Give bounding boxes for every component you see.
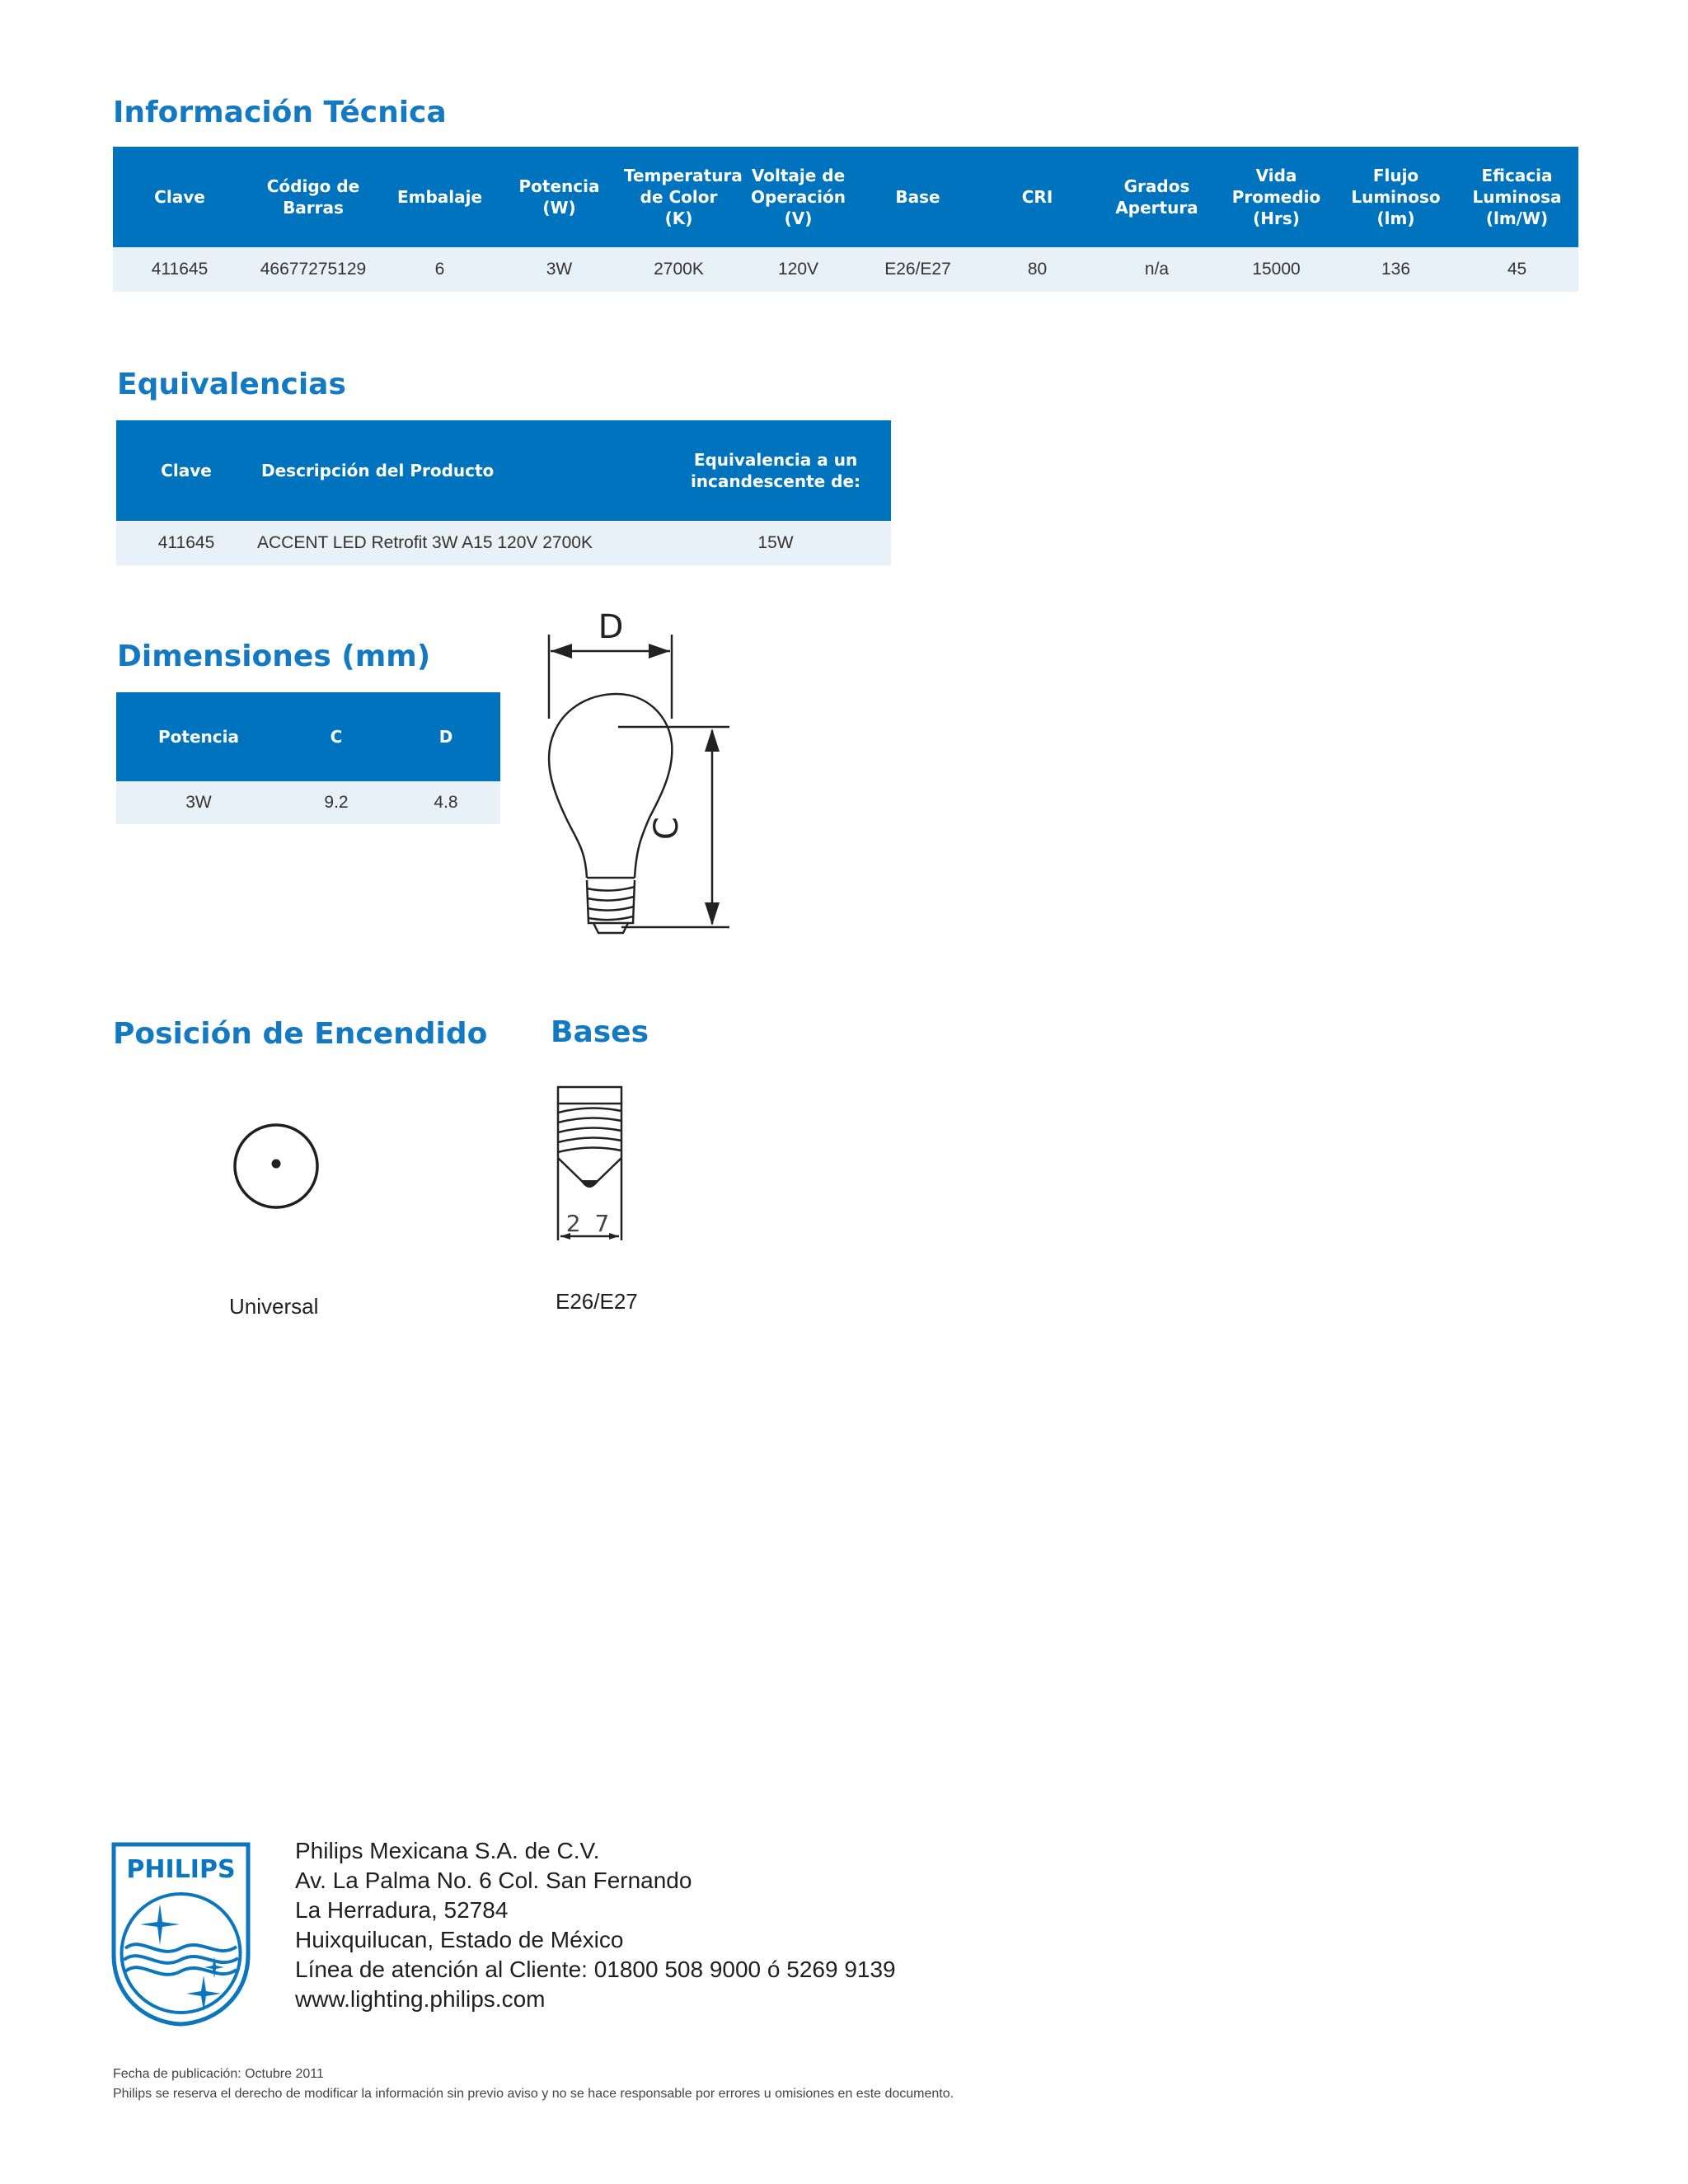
equivalencias-header-descripcion: Descripción del Producto [256, 420, 660, 521]
e26-base-diagram [544, 1071, 643, 1253]
section-title-dimensiones: Dimensiones (mm) [117, 640, 431, 673]
tecnica-cell-vida: 15000 [1217, 247, 1336, 292]
d-arrow-left [551, 644, 572, 658]
tecnica-cell-embalaje: 6 [380, 247, 499, 292]
disclaimer: Philips se reserva el derecho de modificar la información sin previo aviso y no se hace responsable por errores u omisiones en este documento. [113, 2087, 954, 2101]
equivalencias-cell-clave: 411645 [116, 521, 256, 565]
philips-shield-logo [109, 1840, 253, 2029]
equivalencias-table [116, 420, 891, 565]
tecnica-header-grados: Grados Apertura [1097, 147, 1217, 247]
dimensiones-cell-c: 9.2 [281, 781, 392, 824]
tecnica-header-base: Base [858, 147, 978, 247]
dimensiones-header-row [116, 692, 500, 781]
dimensiones-header-c: C [281, 692, 392, 781]
equivalencias-header-equivalencia: Equivalencia a un incandescente de: [660, 420, 891, 521]
address-line-website: www.lighting.philips.com [295, 1986, 546, 2012]
tecnica-header-cri: CRI [978, 147, 1097, 247]
posicion-caption: Universal [229, 1294, 319, 1319]
equivalencias-header-row [116, 420, 891, 521]
company-address [295, 1836, 896, 2014]
tecnica-header-flujo: Flujo Luminoso (lm) [1336, 147, 1456, 247]
table-row [116, 781, 500, 824]
tecnica-cell-base: E26/E27 [858, 247, 978, 292]
tecnica-header-potencia: Potencia (W) [499, 147, 619, 247]
bulb-dimension-diagram [536, 602, 750, 948]
tecnica-cell-grados: n/a [1097, 247, 1217, 292]
tecnica-header-vida: Vida Promedio (Hrs) [1217, 147, 1336, 247]
dimensiones-cell-d: 4.8 [392, 781, 500, 824]
universal-position-icon [231, 1121, 321, 1212]
bases-caption: E26/E27 [556, 1289, 638, 1314]
tecnica-header-embalaje: Embalaje [380, 147, 499, 247]
tecnica-header-temperatura: Temperatura de Color (K) [619, 147, 738, 247]
section-title-tecnica: Información Técnica [113, 96, 447, 129]
section-title-equivalencias: Equivalencias [117, 368, 346, 401]
tecnica-cell-cri: 80 [978, 247, 1097, 292]
c-arrow-bottom [705, 902, 720, 926]
dimensiones-header-potencia: Potencia [116, 692, 281, 781]
tecnica-header-codigo: Código de Barras [246, 147, 380, 247]
address-line-company: Philips Mexicana S.A. de C.V. [295, 1838, 600, 1863]
table-row [113, 247, 1578, 292]
base-dimension-label: 2 7 [565, 1210, 613, 1237]
label-c: C [648, 817, 686, 840]
label-d: D [598, 608, 624, 646]
address-line-street: Av. La Palma No. 6 Col. San Fernando [295, 1868, 692, 1893]
equivalencias-cell-descripcion: ACCENT LED Retrofit 3W A15 120V 2700K [256, 521, 660, 565]
tecnica-cell-flujo: 136 [1336, 247, 1456, 292]
tecnica-cell-clave: 411645 [113, 247, 246, 292]
section-title-posicion: Posición de Encendido [113, 1017, 488, 1051]
tecnica-header-row [113, 147, 1578, 247]
philips-wordmark: PHILIPS [126, 1855, 236, 1884]
dimensiones-cell-potencia: 3W [116, 781, 281, 824]
tecnica-cell-potencia: 3W [499, 247, 619, 292]
tecnica-cell-eficacia: 45 [1456, 247, 1578, 292]
publication-date: Fecha de publicación: Octubre 2011 [113, 2067, 324, 2081]
address-line-city: Huixquilucan, Estado de México [295, 1927, 624, 1952]
equivalencias-cell-equivalencia: 15W [660, 521, 891, 565]
dimensiones-table [116, 692, 500, 824]
table-row [116, 521, 891, 565]
tecnica-cell-voltaje: 120V [738, 247, 858, 292]
tecnica-cell-temperatura: 2700K [619, 247, 738, 292]
tecnica-header-eficacia: Eficacia Luminosa (lm/W) [1456, 147, 1578, 247]
tecnica-table [113, 147, 1578, 292]
address-line-zip: La Herradura, 52784 [295, 1897, 509, 1923]
section-title-bases: Bases [551, 1015, 649, 1049]
address-line-phone: Línea de atención al Cliente: 01800 508 9000 ó 5269 9139 [295, 1957, 896, 1982]
tecnica-header-voltaje: Voltaje de Operación (V) [738, 147, 858, 247]
tecnica-cell-codigo: 46677275129 [246, 247, 380, 292]
c-arrow-top [705, 729, 720, 752]
tecnica-header-clave: Clave [113, 147, 246, 247]
equivalencias-header-clave: Clave [116, 420, 256, 521]
dimensiones-header-d: D [392, 692, 500, 781]
d-arrow-right [649, 644, 670, 658]
